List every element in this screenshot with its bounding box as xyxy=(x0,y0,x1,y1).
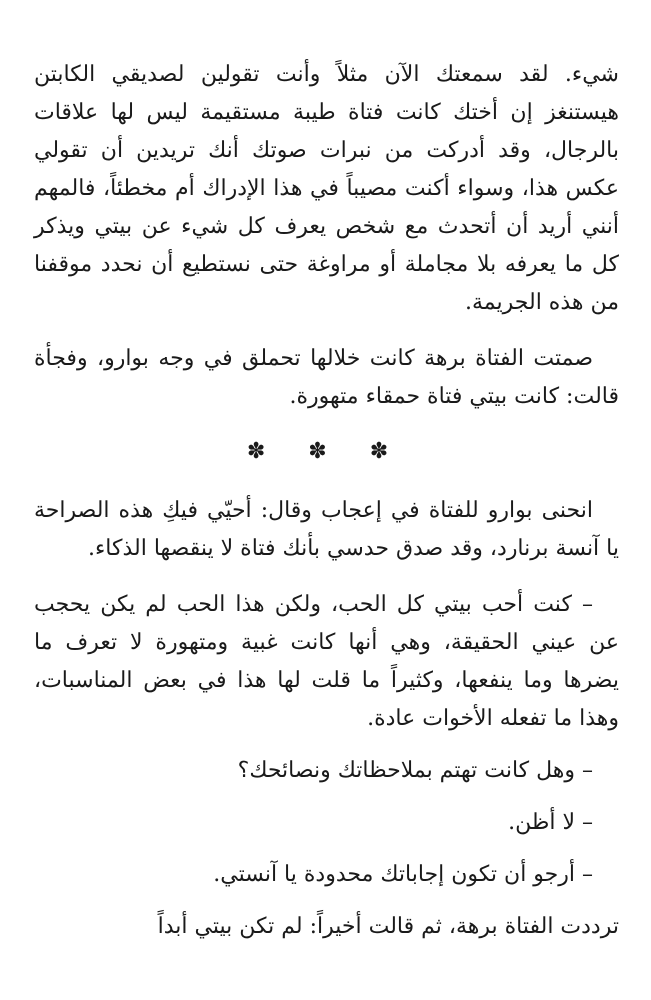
paragraph-4: – كنت أحب بيتي كل الحب، ولكن هذا الحب لم يكن يحجب عن عيني الحقيقة، وهي أنها كانت غبية ومتهورة لا تعرف ما يضرها وما ينفعها، وكثيراً ما قلت لها هذا في بعض المناسبات، وهذا ما تفعله الأخوات عادة. xyxy=(34,592,619,731)
paragraph-2: صمتت الفتاة برهة كانت خلالها تحملق في وجه بوارو، وفجأة قالت: كانت بيتي فتاة حمقاء متهورة. xyxy=(34,346,619,409)
book-page xyxy=(34,56,619,946)
paragraph-5: – وهل كانت تهتم بملاحظاتك ونصائحك؟ xyxy=(237,758,593,783)
paragraph-1: شيء. لقد سمعتك الآن مثلاً وأنت تقولين لصديقي الكابتن هيستنغز إن أختك كانت فتاة طيبة مستقيمة ليس لها علاقات بالرجال، وقد أدركت من نبرات صوتك أنك تريدين أن تقولي عكس هذا، وسواء أكنت مصيباً في هذا الإدراك أم مخطئاً، فالمهم أنني أريد أن أتحدث مع شخص يعرف كل شيء عن بيتي ويذكر كل ما يعرفه بلا مجاملة أو مراوغة حتى نستطيع أن نحدد موقفنا من هذه الجريمة. xyxy=(34,62,619,315)
paragraph-3: انحنى بوارو للفتاة في إعجاب وقال: أحيّي فيكِ هذه الصراحة يا آنسة برنارد، وقد صدق حدسي بأنك فتاة لا ينقصها الذكاء. xyxy=(34,498,619,561)
section-separator xyxy=(34,438,619,466)
paragraph-8: ترددت الفتاة برهة، ثم قالت أخيراً: لم تكن بيتي أبداً xyxy=(157,914,619,939)
paragraph-7: – أرجو أن تكون إجاباتك محدودة يا آنستي. xyxy=(213,862,593,887)
paragraph-6: – لا أظن. xyxy=(508,810,593,835)
asterism-icon: ✽ ✽ ✽ xyxy=(246,439,407,464)
